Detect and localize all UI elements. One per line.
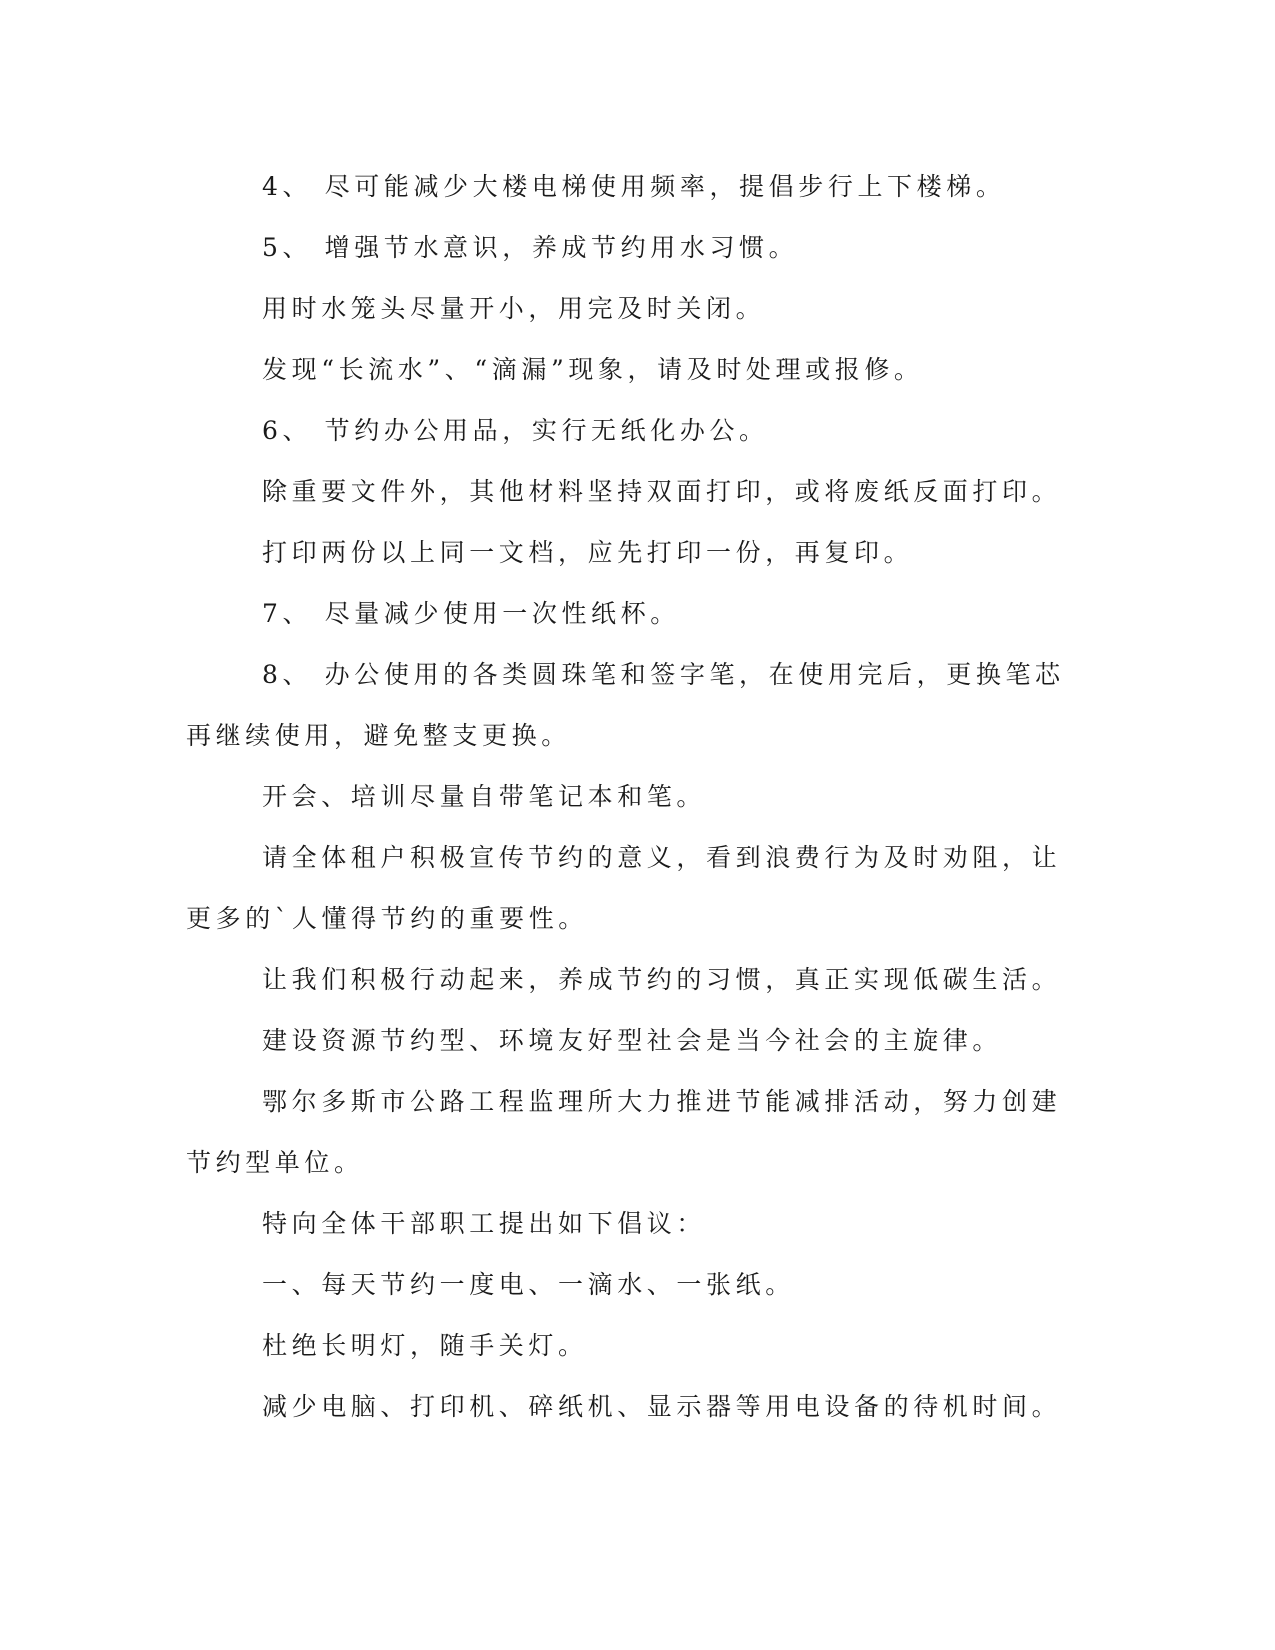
paragraph-ordos-office: 鄂尔多斯市公路工程监理所大力推进节能减排活动，努力创建节约型单位。 bbox=[186, 1087, 1062, 1177]
paragraph-item-7: 7、 尽量减少使用一次性纸杯。 bbox=[262, 599, 680, 628]
paragraph-item-4: 4、 尽可能减少大楼电梯使用频率，提倡步行上下楼梯。 bbox=[262, 172, 1006, 201]
paragraph-resource-society: 建设资源节约型、环境友好型社会是当今社会的主旋律。 bbox=[262, 1026, 1003, 1055]
paragraph-proposal-one: 一、每天节约一度电、一滴水、一张纸。 bbox=[262, 1270, 795, 1299]
document-body bbox=[186, 156, 1071, 1437]
paragraph-item-6: 6、 节约办公用品，实行无纸化办公。 bbox=[262, 416, 769, 445]
paragraph-double-sided-print: 除重要文件外，其他材料坚持双面打印，或将废纸反面打印。 bbox=[262, 477, 1062, 506]
paragraph-lights-off: 杜绝长明灯，随手关灯。 bbox=[262, 1331, 588, 1360]
paragraph-proposal-intro: 特向全体干部职工提出如下倡议： bbox=[262, 1209, 707, 1238]
paragraph-meeting-notebook: 开会、培训尽量自带笔记本和笔。 bbox=[262, 782, 707, 811]
paragraph-low-carbon: 让我们积极行动起来，养成节约的习惯，真正实现低碳生活。 bbox=[262, 965, 1062, 994]
paragraph-standby-time: 减少电脑、打印机、碎纸机、显示器等用电设备的待机时间。 bbox=[262, 1392, 1062, 1421]
paragraph-faucet: 用时水笼头尽量开小，用完及时关闭。 bbox=[262, 294, 766, 323]
paragraph-leak-report: 发现“长流水”、“滴漏”现象，请及时处理或报修。 bbox=[262, 355, 924, 384]
paragraph-promote-saving: 请全体租户积极宣传节约的意义，看到浪费行为及时劝阻，让更多的`人懂得节约的重要性。 bbox=[186, 843, 1062, 933]
paragraph-item-5: 5、 增强节水意识，养成节约用水习惯。 bbox=[262, 233, 799, 262]
paragraph-print-copies: 打印两份以上同一文档，应先打印一份，再复印。 bbox=[262, 538, 914, 567]
paragraph-item-8: 8、 办公使用的各类圆珠笔和签字笔，在使用完后，更换笔芯再继续使用，避免整支更换。 bbox=[186, 660, 1065, 750]
